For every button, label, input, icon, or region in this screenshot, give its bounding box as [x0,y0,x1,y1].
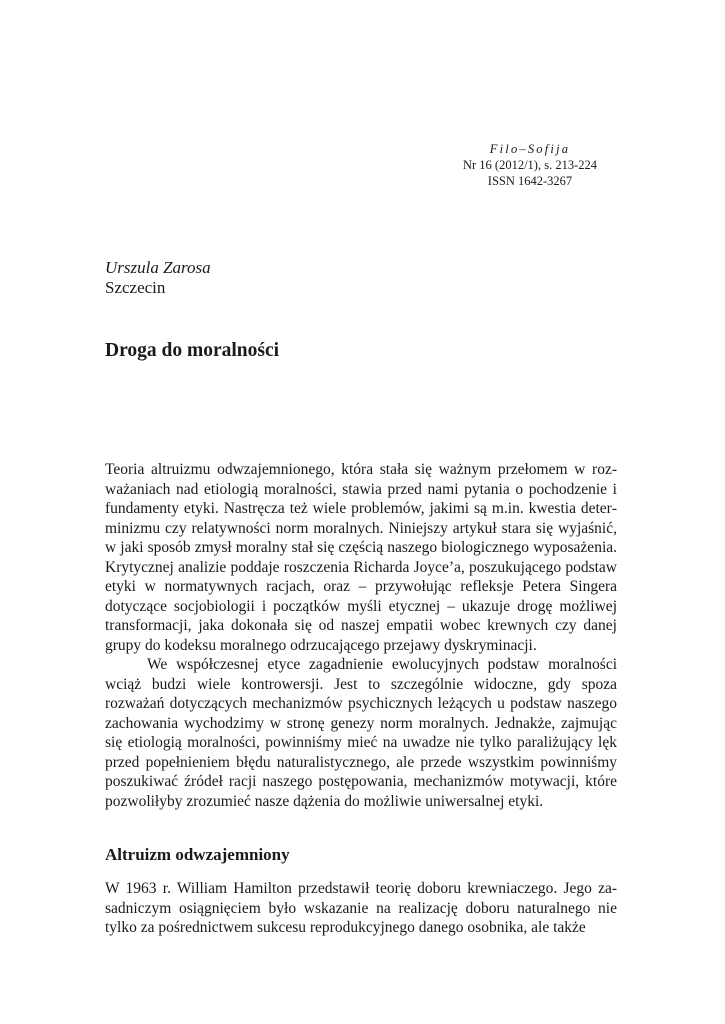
journal-info [440,141,620,189]
abstract-paragraph: Teoria altruizmu odwzajemnionego, która stała się ważnym przełomem w rozważaniach nad etiologią moralności, stawia przed nami pytania o pochodzenie i fundamenty etyki. Nastręcza też wiele problemów, jakimi są m.in. kwestia determinizmu czy relatywności norm moralnych. Niniejszy artykuł stara się wyjaśnić, w jaki sposób zmysł moralny stał się częścią naszego biologicznego wyposażenia. Krytycznej analizie poddaje roszczenia Richarda Joyce’a, poszukującego podstaw etyki w normatywnych racjach, oraz – przywołując refleksje Petera Singera dotyczące socjobiologii i początków myśli etycznej – ukazuje drogę możliwej transformacji, jaka dokonała się od naszej empatii wobec krewnych czy danej grupy do kodeksu moralnego odrzucającego przejawy dyskryminacji. [105,461,617,654]
abstract [105,460,617,811]
journal-name: Filo–Sofija [489,142,571,156]
article-title: Droga do moralności [105,340,280,361]
author-city: Szczecin [105,278,166,297]
author-block [105,258,211,298]
body-text [105,879,617,938]
journal-issn: ISSN 1642-3267 [487,174,573,188]
journal-issue: Nr 16 (2012/1), s. 213-224 [462,158,597,172]
author-name: Urszula Zarosa [105,258,211,277]
abstract-paragraph: We współczesnej etyce zagadnienie ewolucyjnych podstaw moralności wciąż budzi wiele kontrowersji. Jest to szczególnie widoczne, gdy spoza rozważań dotyczących mechanizmów psychicznych leżących u podstaw naszego zachowania wychodzimy w stronę genezy norm moralnych. Jednakże, zajmując się etiologią moralności, powinniśmy mieć na uwadze nie tylko paraliżujący lęk przed popełnieniem błędu naturalistycznego, ale przede wszystkim powinniśmy poszukiwać źródeł racji naszego postępowania, mechanizmów motywacji, które pozwoliłyby zrozumieć nasze dążenia do możliwie uniwersalnej etyki. [105,656,617,810]
section-heading: Altruizm odwzajemniony [105,845,290,864]
body-paragraph: W 1963 r. William Hamilton przedstawił teorię doboru krewniaczego. Jego zasadniczym osiągnięciem było wskazanie na realizację doboru naturalnego nie tylko za pośrednictwem sukcesu reprodukcyjnego danego osobnika, ale także [105,880,617,936]
